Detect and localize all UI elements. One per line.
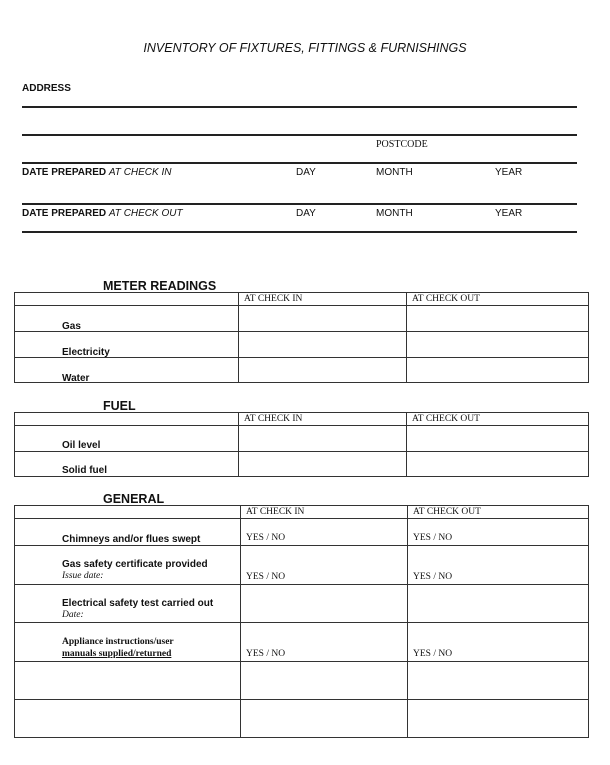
postcode-line[interactable] bbox=[22, 162, 577, 164]
address-line-1[interactable] bbox=[22, 106, 577, 108]
fuel-row-solid-fuel: Solid fuel bbox=[62, 465, 107, 476]
chimneys-check-in-yes-no[interactable]: YES / NO bbox=[246, 533, 286, 543]
gas-safety-check-in-yes-no[interactable]: YES / NO bbox=[246, 572, 286, 582]
general-header-line bbox=[14, 518, 589, 519]
general-row-appliance-line2: manuals supplied/returned bbox=[62, 649, 172, 659]
general-row-chimneys: Chimneys and/or flues swept bbox=[62, 534, 201, 545]
chimneys-check-out-yes-no[interactable]: YES / NO bbox=[413, 533, 453, 543]
meter-row-electricity: Electricity bbox=[62, 347, 110, 358]
general-row-electrical-safety: Electrical safety test carried out bbox=[62, 598, 214, 609]
appliance-check-out-yes-no[interactable]: YES / NO bbox=[413, 649, 453, 659]
date-check-in-label-bold: DATE PREPARED bbox=[22, 167, 107, 178]
meter-readings-title: METER READINGS bbox=[103, 279, 217, 293]
fuel-title: FUEL bbox=[103, 399, 136, 413]
fuel-col-divider bbox=[406, 412, 407, 477]
appliance-check-in-yes-no[interactable]: YES / NO bbox=[246, 649, 286, 659]
gas-safety-issue-date-label: Issue date: bbox=[62, 571, 104, 581]
general-row-line bbox=[14, 622, 589, 623]
general-row-line bbox=[14, 584, 589, 585]
general-row-line bbox=[14, 699, 589, 700]
general-row-gas-safety: Gas safety certificate provided bbox=[62, 559, 208, 570]
general-row-line bbox=[14, 545, 589, 546]
date-check-in-year[interactable]: YEAR bbox=[495, 167, 523, 178]
meter-col-check-in: AT CHECK IN bbox=[244, 294, 303, 304]
general-col-check-in: AT CHECK IN bbox=[246, 507, 305, 517]
fuel-col-check-out: AT CHECK OUT bbox=[412, 414, 480, 424]
date-check-out-label bbox=[22, 208, 183, 219]
address-label: ADDRESS bbox=[22, 83, 71, 94]
date-check-in-month[interactable]: MONTH bbox=[376, 167, 413, 178]
meter-col-divider bbox=[406, 292, 407, 383]
meter-header-line bbox=[14, 305, 589, 306]
date-check-out-label-bold: DATE PREPARED bbox=[22, 208, 107, 219]
date-separator-line bbox=[22, 203, 577, 205]
general-title: GENERAL bbox=[103, 492, 165, 506]
general-col-divider bbox=[407, 505, 408, 738]
gas-safety-check-out-yes-no[interactable]: YES / NO bbox=[413, 572, 453, 582]
meter-row-gas: Gas bbox=[62, 321, 81, 332]
fuel-row-line bbox=[14, 451, 589, 452]
fuel-header-line bbox=[14, 425, 589, 426]
date-check-out-label-italic: AT CHECK OUT bbox=[108, 208, 183, 219]
date-check-in-day[interactable]: DAY bbox=[296, 167, 316, 178]
date-check-out-month[interactable]: MONTH bbox=[376, 208, 413, 219]
address-line-2[interactable] bbox=[22, 134, 577, 136]
date-check-out-day[interactable]: DAY bbox=[296, 208, 316, 219]
fuel-col-divider bbox=[238, 412, 239, 477]
date-bottom-line bbox=[22, 231, 577, 233]
date-check-in-label-italic: AT CHECK IN bbox=[108, 167, 172, 178]
electrical-safety-date-label: Date: bbox=[62, 610, 84, 620]
general-row-appliance-line1: Appliance instructions/user bbox=[62, 637, 174, 647]
meter-row-line bbox=[14, 331, 589, 332]
meter-col-check-out: AT CHECK OUT bbox=[412, 294, 480, 304]
fuel-col-check-in: AT CHECK IN bbox=[244, 414, 303, 424]
general-row-line bbox=[14, 661, 589, 662]
meter-col-divider bbox=[238, 292, 239, 383]
fuel-row-oil-level: Oil level bbox=[62, 440, 101, 451]
date-check-out-year[interactable]: YEAR bbox=[495, 208, 523, 219]
general-col-check-out: AT CHECK OUT bbox=[413, 507, 481, 517]
postcode-label: POSTCODE bbox=[376, 139, 428, 150]
date-check-in-label bbox=[22, 167, 171, 178]
general-col-divider bbox=[240, 505, 241, 738]
document-title: INVENTORY OF FIXTURES, FITTINGS & FURNISHINGS bbox=[143, 41, 467, 55]
meter-row-water: Water bbox=[62, 373, 90, 384]
